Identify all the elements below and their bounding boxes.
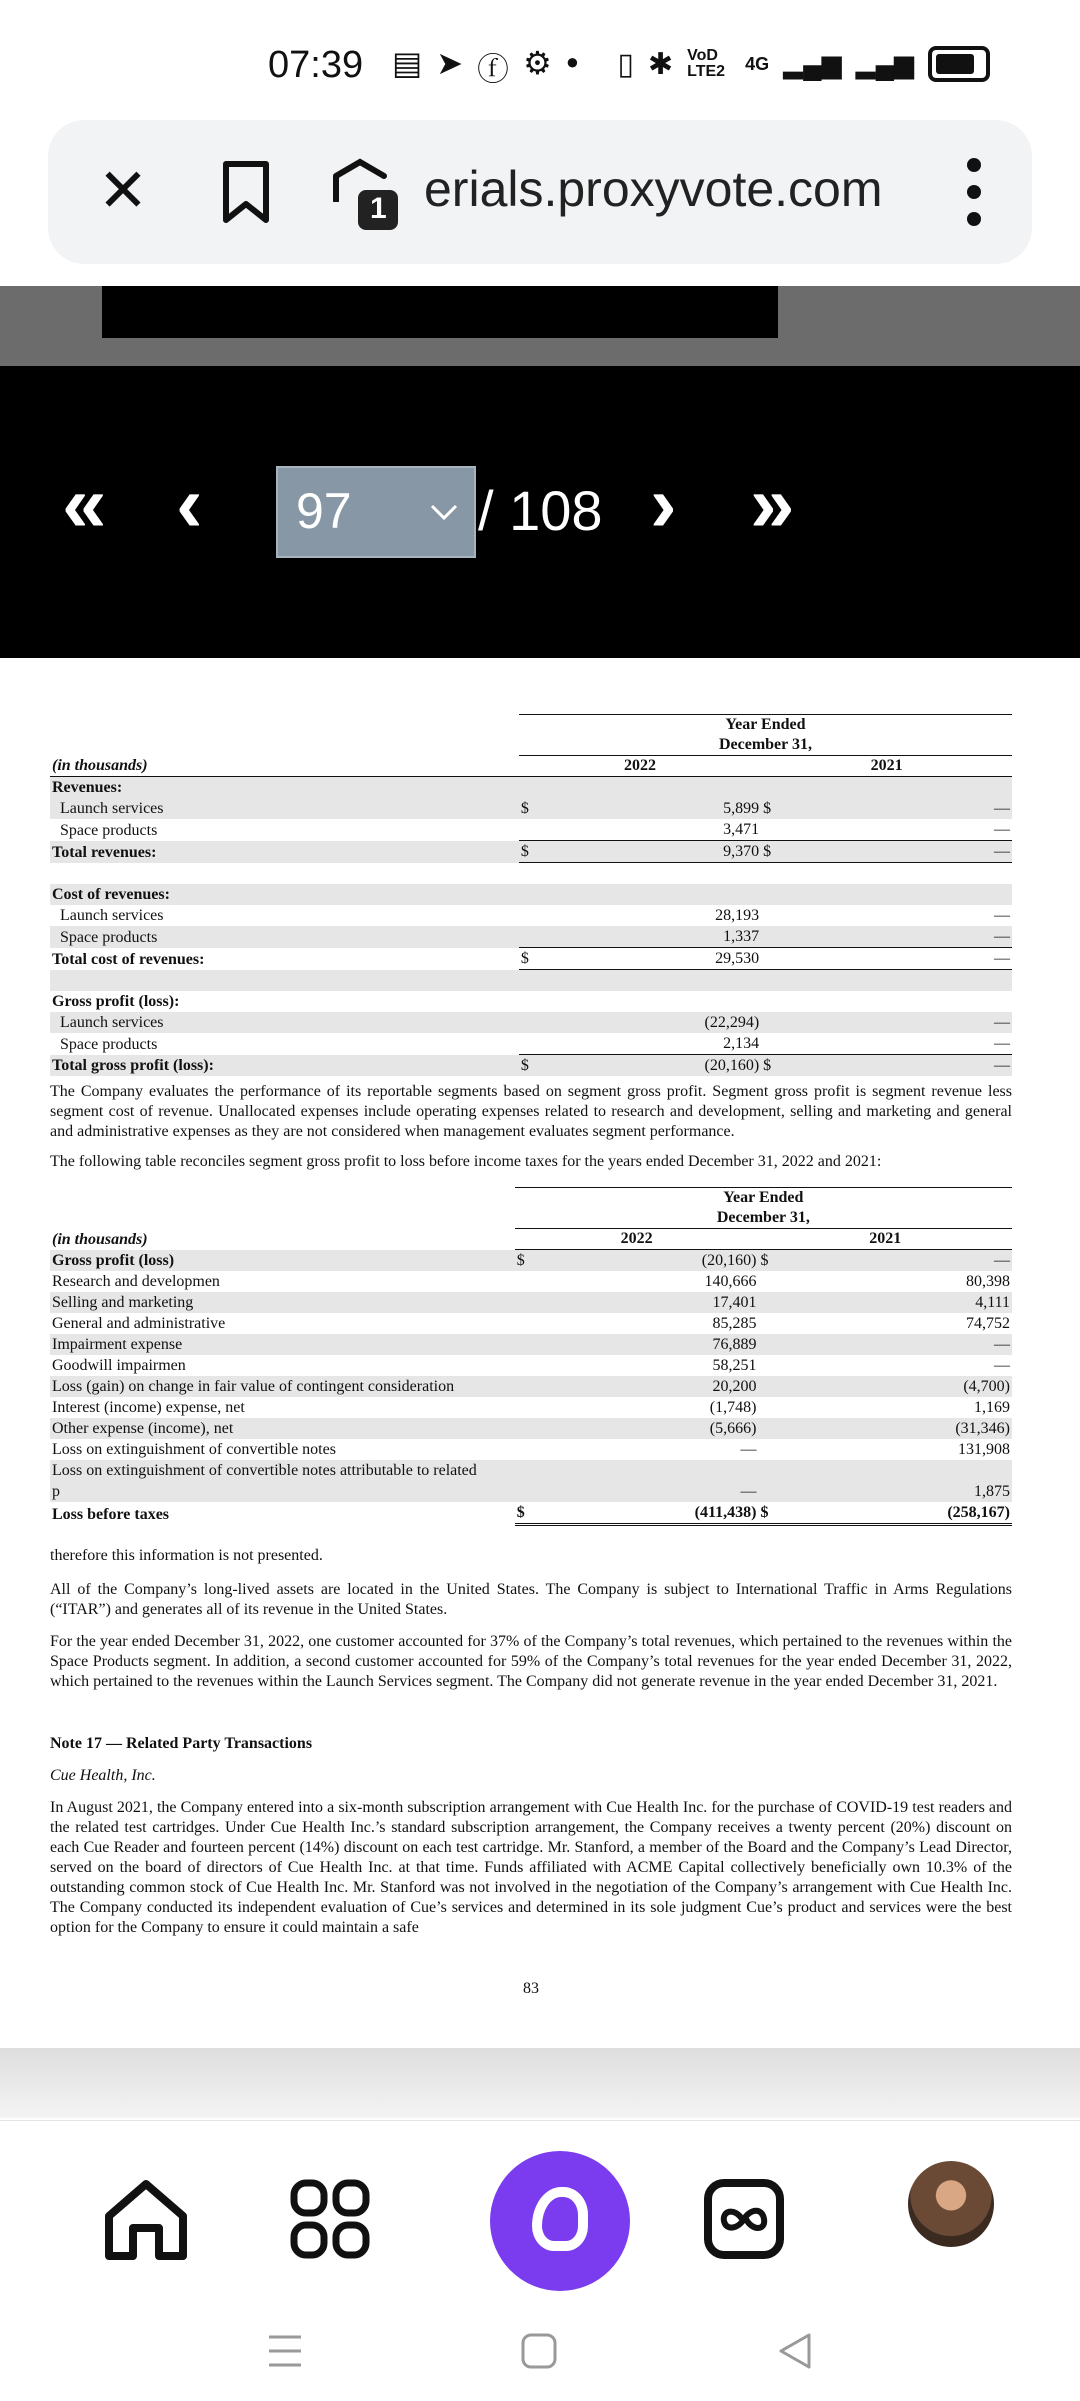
alice-assistant-icon[interactable]: [490, 2151, 630, 2291]
currency-symbol: [761, 926, 804, 948]
currency-symbol: [519, 863, 562, 885]
currency-symbol: [758, 1439, 801, 1460]
currency-symbol: $: [519, 948, 562, 970]
value-2022: 17,401: [558, 1292, 759, 1313]
close-icon[interactable]: ✕: [97, 157, 149, 224]
currency-symbol: [519, 991, 562, 1012]
back-button[interactable]: [760, 2321, 830, 2381]
value-2021: [804, 777, 1012, 799]
info-not-presented-paragraph: therefore this information is not presented.: [50, 1547, 323, 1564]
row-label: Space products: [60, 1035, 158, 1053]
table-row: [50, 798, 1012, 819]
row-label: Loss (gain) on change in fair value of contingent consideration: [50, 1376, 515, 1397]
value-2021: —: [804, 1055, 1012, 1077]
page-number: 83: [523, 1980, 539, 1997]
value-2021: —: [804, 1012, 1012, 1033]
row-label: Total revenues:: [50, 841, 519, 863]
value-2022: [562, 991, 761, 1012]
table-row: [50, 1376, 1012, 1397]
row-label: Cost of revenues:: [50, 884, 519, 905]
value-2021: [804, 991, 1012, 1012]
table2-header-line2: December 31,: [515, 1208, 1012, 1229]
table-row: [50, 884, 1012, 905]
status-bar: [0, 0, 1080, 120]
value-2021: 1,169: [974, 1399, 1010, 1416]
currency-symbol: $: [519, 798, 562, 819]
currency-symbol: [515, 1313, 558, 1334]
home-icon[interactable]: [86, 2159, 206, 2279]
row-label: Research and developmen: [52, 1273, 220, 1290]
table-row: [50, 1481, 1012, 1502]
table-row: [50, 926, 1012, 948]
table-row: [50, 1502, 1012, 1525]
status-time: 07:39: [268, 44, 364, 86]
page-gap: [0, 2048, 1080, 2118]
pdf-previous-page-edge: [0, 286, 1080, 366]
bottom-navigation: [0, 2120, 1080, 2401]
telegram-icon: ➤: [436, 45, 464, 81]
table1-year-2022: 2022: [519, 756, 761, 777]
value-2021: (258,167): [802, 1502, 1012, 1525]
currency-symbol: [515, 1292, 558, 1313]
dot-icon: ●: [565, 49, 580, 74]
bookmark-icon[interactable]: [218, 160, 274, 224]
table-row: [50, 1250, 1012, 1272]
row-label: Launch services: [50, 1012, 519, 1033]
currency-symbol: [761, 777, 804, 799]
page-total: / 108: [478, 479, 603, 542]
currency-symbol: [758, 1334, 801, 1355]
value-2021: —: [804, 841, 1012, 863]
services-grid-icon[interactable]: [270, 2159, 390, 2279]
row-label: [50, 970, 519, 992]
currency-symbol: [758, 1355, 801, 1376]
value-2022: 28,193: [715, 907, 760, 924]
row-label: Revenues:: [50, 777, 519, 799]
signal-icon: ▂▄▆: [783, 48, 842, 79]
table-row: [50, 863, 1012, 885]
currency-symbol: [761, 970, 804, 992]
currency-symbol: [519, 905, 562, 926]
row-label: Selling and marketing: [50, 1292, 515, 1313]
table-row: [50, 1033, 1012, 1055]
value-2022: [562, 970, 761, 992]
customer-concentration-paragraph: For the year ended December 31, 2022, one customer accounted for 37% of the Company’s total revenues, which pertained to the revenues within the Space Products segment. In addition, a second customer accounted for 59% of the Company’s total revenues for the year ended December 31, 2022, which pertained to the revenues within the Launch Services segment. The Company did not generate revenue in the year ended December 31, 2021.: [50, 1633, 1012, 1690]
value-2021: —: [994, 1357, 1010, 1374]
currency-symbol: $: [761, 841, 804, 863]
table-row: [50, 1012, 1012, 1033]
value-2022: 5,899: [562, 798, 761, 819]
current-page: 97: [296, 483, 352, 539]
value-2021: (31,346): [802, 1418, 1012, 1439]
signal-label: 4G: [745, 53, 770, 74]
previous-page-icon[interactable]: ‹: [176, 459, 203, 548]
currency-symbol: [515, 1397, 558, 1418]
row-label: Launch services: [50, 798, 519, 819]
row-label: Space products: [60, 821, 158, 839]
currency-symbol: [758, 1376, 801, 1397]
value-2022: 20,200: [558, 1376, 759, 1397]
value-2022: [562, 884, 761, 905]
currency-symbol: [758, 1418, 801, 1439]
value-2021: 80,398: [966, 1273, 1010, 1290]
value-2022: —: [558, 1481, 759, 1502]
table-row: [50, 819, 1012, 841]
currency-symbol: [519, 926, 562, 948]
currency-symbol: [519, 1012, 562, 1033]
currency-symbol: [758, 1397, 801, 1418]
pdf-pager: [0, 366, 1080, 658]
last-page-icon[interactable]: »: [750, 459, 795, 548]
tab-count: 1: [370, 192, 387, 225]
more-menu-icon[interactable]: [964, 158, 984, 226]
row-label: Total cost of revenues:: [52, 950, 205, 968]
currency-symbol: [519, 819, 562, 841]
table-row: [50, 841, 1012, 863]
currency-symbol: [519, 884, 562, 905]
profile-avatar[interactable]: [908, 2161, 994, 2247]
currency-symbol: [758, 1460, 801, 1481]
segment-revenue-table: [50, 714, 1012, 1076]
table2-year-2021: 2021: [758, 1229, 1012, 1250]
row-label: Gross profit (loss):: [52, 993, 180, 1010]
row-label: p: [50, 1481, 515, 1502]
table1-year-2021: 2021: [761, 756, 1012, 777]
currency-symbol: [758, 1292, 801, 1313]
value-2021: —: [804, 926, 1012, 948]
value-2021: [804, 884, 1012, 905]
first-page-icon[interactable]: «: [62, 459, 107, 548]
reconciliation-intro-paragraph: The following table reconciles segment gross profit to loss before income taxes for the years ended December 31, 2022 and 2021:: [50, 1153, 882, 1170]
segment-evaluation-paragraph: The Company evaluates the performance of its reportable segments based on segment gross profit. Segment gross profit is segment revenue less segment cost of revenue. Unallocated expenses include operating expenses related to research and development, selling and marketing and general and administrative expenses as they are not considered when management evaluates segment performance.: [50, 1083, 1012, 1140]
row-label: Interest (income) expense, net: [52, 1399, 245, 1416]
value-2022: 76,889: [558, 1334, 759, 1355]
loss-reconciliation-table: [50, 1187, 1012, 1526]
recent-apps-icon[interactable]: [250, 2321, 320, 2381]
currency-symbol: [515, 1271, 558, 1292]
facebook-icon: ⓕ: [477, 51, 510, 87]
note-17-heading: Note 17 — Related Party Transactions: [50, 1735, 313, 1752]
value-2021: —: [804, 1033, 1012, 1055]
table-row: [50, 777, 1012, 799]
row-label: General and administrative: [52, 1315, 226, 1332]
currency-symbol: [519, 777, 562, 799]
value-2021: —: [802, 1334, 1012, 1355]
bug-icon: ⚙: [523, 45, 552, 81]
table-row: [50, 1271, 1012, 1292]
currency-symbol: [515, 1460, 558, 1481]
table2-header-line1: Year Ended: [515, 1188, 1012, 1209]
long-lived-assets-paragraph: All of the Company’s long-lived assets are located in the United States. The Company is subject to International Traffic in Arms Regulations (“ITAR”) and generates all of its revenue in the United States.: [50, 1581, 1012, 1618]
value-2022: (1,748): [709, 1399, 757, 1416]
value-2022: [562, 863, 761, 885]
table1-units-label: (in thousands): [50, 756, 519, 777]
value-2022: 1,337: [562, 926, 761, 948]
currency-symbol: $: [515, 1250, 558, 1272]
value-2022: 2,134: [562, 1033, 761, 1055]
table-row: [50, 1313, 1012, 1334]
table2-units-label: (in thousands): [52, 1230, 148, 1248]
url-text[interactable]: erials.proxyvote.com: [424, 161, 883, 217]
value-2021: —: [802, 1250, 1012, 1272]
table-row: [50, 991, 1012, 1012]
value-2021: [802, 1460, 1012, 1481]
table-row: [50, 905, 1012, 926]
currency-symbol: [515, 1481, 558, 1502]
currency-symbol: [515, 1334, 558, 1355]
currency-symbol: [758, 1271, 801, 1292]
table2-year-2022: 2022: [515, 1229, 759, 1250]
table-row: [50, 948, 1012, 970]
value-2021: 131,908: [958, 1441, 1010, 1458]
value-2021: —: [804, 798, 1012, 819]
shield-icon: [326, 154, 406, 234]
value-2021: (4,700): [802, 1376, 1012, 1397]
row-label: Impairment expense: [50, 1334, 515, 1355]
table1-header-line1: Year Ended: [519, 715, 1012, 736]
table-row: [50, 970, 1012, 992]
currency-symbol: [761, 948, 804, 970]
row-label: Goodwill impairmen: [52, 1357, 186, 1374]
row-label: Space products: [50, 926, 519, 948]
row-label: Loss on extinguishment of convertible notes: [52, 1441, 336, 1458]
value-2022: (5,666): [558, 1418, 759, 1439]
vibrate-icon: ▯: [617, 47, 634, 81]
table-row: [50, 1397, 1012, 1418]
row-label: Loss before taxes: [52, 1505, 170, 1523]
currency-symbol: [761, 819, 804, 841]
currency-symbol: [761, 863, 804, 885]
home-button[interactable]: [504, 2321, 574, 2381]
currency-symbol: $: [758, 1502, 801, 1525]
value-2022: 58,251: [712, 1357, 757, 1374]
table-row: [50, 1460, 1012, 1481]
currency-symbol: [761, 905, 804, 926]
value-2022: [558, 1460, 759, 1481]
value-2021: 1,875: [802, 1481, 1012, 1502]
value-2022: 29,530: [562, 948, 761, 970]
currency-symbol: $: [758, 1250, 801, 1272]
row-label: [50, 863, 519, 885]
row-label: Launch services: [60, 907, 164, 924]
status-notification-icons: [392, 44, 579, 90]
value-2022: 140,666: [704, 1273, 757, 1290]
currency-symbol: [515, 1439, 558, 1460]
table-row: [50, 1292, 1012, 1313]
cue-health-paragraph: In August 2021, the Company entered into a six-month subscription arrangement with Cue Health Inc. for the purchase of COVID-19 test readers and the related test cartridges. Under Cue Health Inc.’s standard subscription arrangement, the Company receives a twenty percent (20%) discount on each Cue Reader and fourteen percent (14%) discount on each test cartridge. Mr. Stanford, a member of the Board and the Company’s Lead Director, served on the board of directors of Cue Health Inc. at that time. Funds affiliated with ACME Capital collectively beneficially own 10.3% of the outstanding common stock of Cue Health Inc. Mr. Stanford was not involved in the negotiation of the Company’s arrangement with Cue Health Inc. The Company conducted its independent evaluation of Cue’s services and determined in its sole judgment Cue’s product and services were the best option for the Company to ensure it could maintain a safe: [50, 1799, 1012, 1936]
value-2022: —: [740, 1441, 757, 1458]
browser-url-bar: [48, 120, 1032, 264]
currency-symbol: [761, 1012, 804, 1033]
value-2021: [804, 970, 1012, 992]
value-2022: (411,438): [558, 1502, 759, 1525]
currency-symbol: $: [519, 1055, 562, 1077]
bluetooth-icon: ✱: [648, 47, 674, 81]
battery-icon: [928, 46, 990, 82]
value-2022: 9,370: [562, 841, 761, 863]
note-17-subheading: Cue Health, Inc.: [50, 1767, 156, 1784]
protect-tabs-button[interactable]: [326, 154, 406, 234]
table-row: [50, 1439, 1012, 1460]
currency-symbol: [519, 1033, 562, 1055]
pdf-page: [0, 658, 1080, 2048]
value-2022: (22,294): [562, 1012, 761, 1033]
chevron-down-icon: [428, 496, 460, 528]
currency-symbol: $: [761, 1055, 804, 1077]
value-2021: 74,752: [966, 1315, 1010, 1332]
next-page-icon[interactable]: ›: [650, 459, 677, 548]
value-2021: 4,111: [802, 1292, 1012, 1313]
currency-symbol: [519, 970, 562, 992]
row-label: Other expense (income), net: [50, 1418, 515, 1439]
status-system-icons: [617, 46, 990, 82]
currency-symbol: [758, 1481, 801, 1502]
currency-symbol: [761, 1033, 804, 1055]
row-label: Loss on extinguishment of convertible notes attributable to related: [50, 1460, 515, 1481]
currency-symbol: [515, 1418, 558, 1439]
table-row: [50, 1055, 1012, 1077]
value-2022: (20,160): [562, 1055, 761, 1077]
row-label: Total gross profit (loss):: [50, 1055, 519, 1077]
notes-icon: ▤: [392, 45, 423, 81]
currency-symbol: [761, 884, 804, 905]
table-row: [50, 1334, 1012, 1355]
currency-symbol: $: [761, 798, 804, 819]
value-2021: —: [804, 948, 1012, 970]
network-label: VoD LTE2: [687, 47, 726, 80]
tabs-icon[interactable]: [684, 2159, 804, 2279]
value-2022: [562, 777, 761, 799]
table1-header-line2: December 31,: [519, 735, 1012, 756]
currency-symbol: $: [519, 841, 562, 863]
table-row: [50, 1418, 1012, 1439]
value-2022: (20,160): [558, 1250, 759, 1272]
table-row: [50, 1355, 1012, 1376]
page-number-select[interactable]: [276, 466, 476, 558]
value-2022: 3,471: [562, 819, 761, 841]
value-2021: [804, 863, 1012, 885]
currency-symbol: [515, 1376, 558, 1397]
value-2022: 85,285: [712, 1315, 757, 1332]
currency-symbol: $: [515, 1502, 558, 1525]
currency-symbol: [761, 991, 804, 1012]
row-label: Gross profit (loss): [50, 1250, 515, 1272]
currency-symbol: [758, 1313, 801, 1334]
currency-symbol: [515, 1355, 558, 1376]
signal-icon: ▂▄▆: [855, 48, 914, 79]
value-2021: —: [994, 907, 1010, 924]
value-2021: —: [804, 819, 1012, 841]
